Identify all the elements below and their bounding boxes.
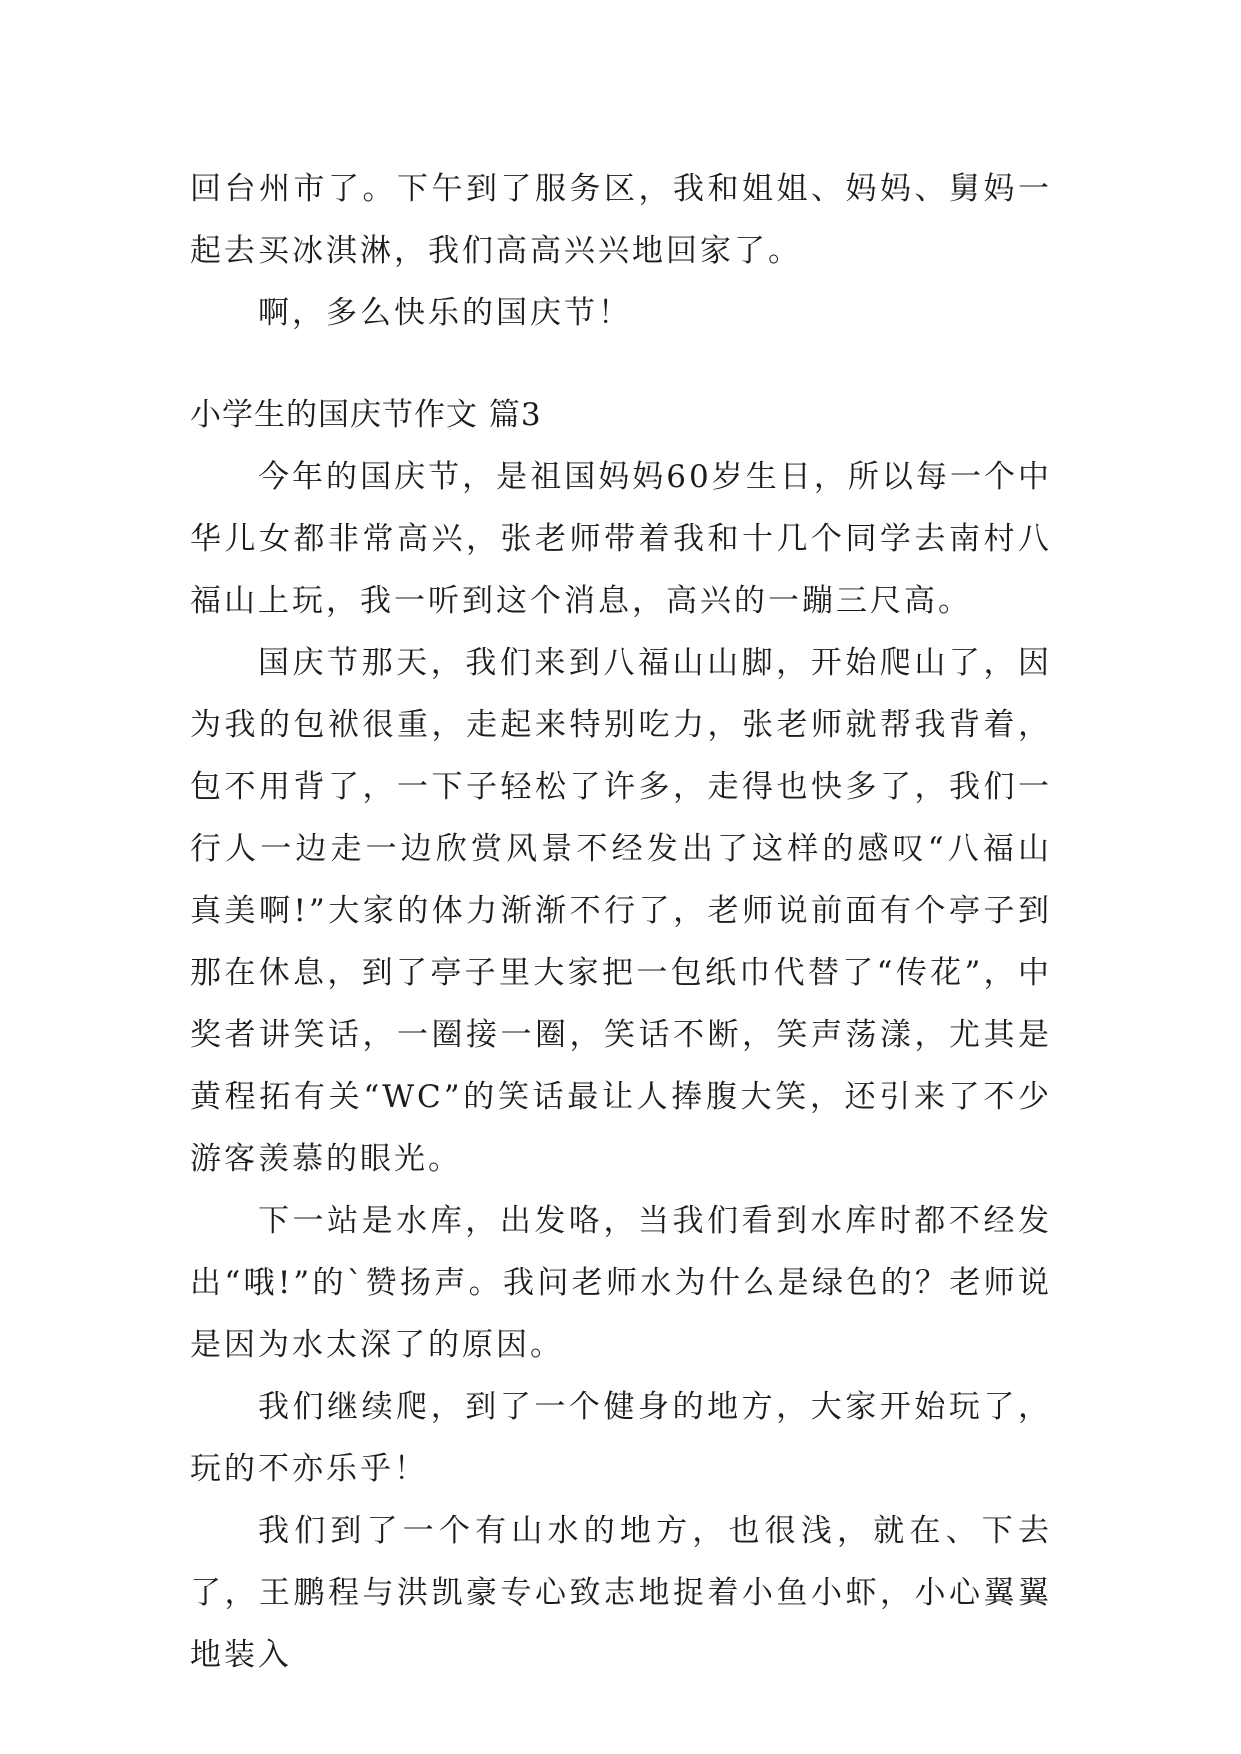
paragraph-4: 我们继续爬，到了一个健身的地方，大家开始玩了，玩的不亦乐乎！ [190, 1389, 1052, 1487]
paragraph-5: 我们到了一个有山水的地方，也很浅，就在、下去了，王鹏程与洪凯豪专心致志地捉着小鱼小虾，小心翼翼地装入 [190, 1513, 1052, 1673]
paragraph-continued: 回台州市了。下午到了服务区，我和姐姐、妈妈、舅妈一起去买冰淇淋，我们高高兴兴地回家了。 [190, 171, 1052, 269]
paragraph-3: 下一站是水库，出发咯，当我们看到水库时都不经发出“哦!”的`赞扬声。我问老师水为什么是绿色的？老师说是因为水太深了的原因。 [190, 1203, 1052, 1363]
essay-heading: 小学生的国庆节作文 篇3 [190, 397, 542, 433]
document-body [190, 158, 1052, 1686]
paragraph-2: 国庆节那天，我们来到八福山山脚，开始爬山了，因为我的包袱很重，走起来特别吃力，张老师就帮我背着，包不用背了，一下子轻松了许多，走得也快多了，我们一行人一边走一边欣赏风景不经发出了这样的感叹“八福山真美啊!”大家的体力渐渐不行了，老师说前面有个亭子到那在休息，到了亭子里大家把一包纸巾代替了“传花”，中奖者讲笑话，一圈接一圈，笑话不断，笑声荡漾，尤其是黄程拓有关“WC”的笑话最让人捧腹大笑，还引来了不少游客羡慕的眼光。 [190, 645, 1052, 1177]
paragraph-1: 今年的国庆节，是祖国妈妈60岁生日，所以每一个中华儿女都非常高兴，张老师带着我和十几个同学去南村八福山上玩，我一听到这个消息，高兴的一蹦三尺高。 [190, 459, 1052, 619]
paragraph-exclamation: 啊，多么快乐的国庆节！ [258, 295, 632, 331]
